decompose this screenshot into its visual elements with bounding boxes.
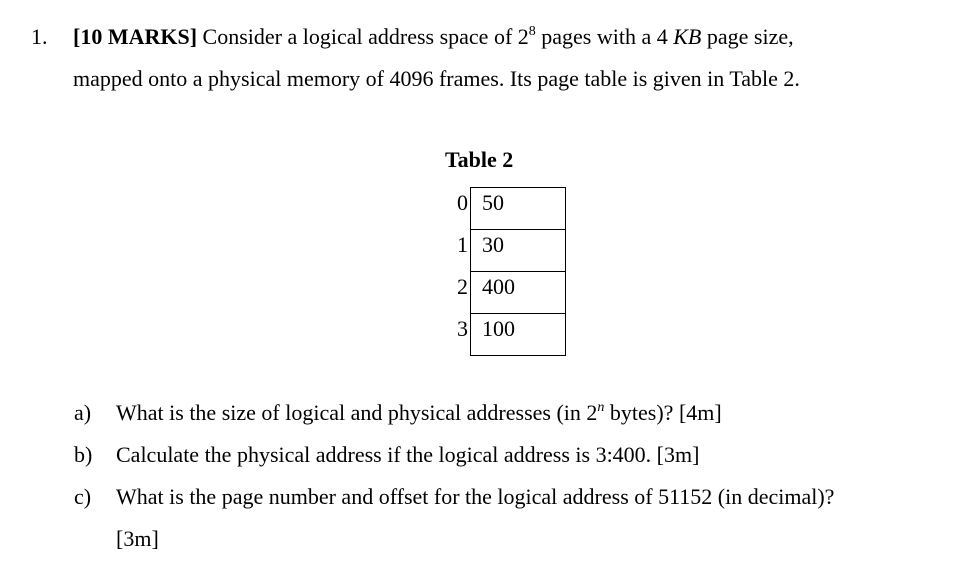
frame-value: 50 bbox=[482, 190, 504, 215]
frame-value: 400 bbox=[482, 274, 515, 299]
page-index: 0 bbox=[457, 190, 468, 215]
frame-cell bbox=[470, 187, 566, 229]
page-index: 1 bbox=[457, 232, 468, 257]
subquestion-label: c) bbox=[74, 484, 92, 509]
frame-value: 30 bbox=[482, 232, 504, 257]
subquestion-label: b) bbox=[74, 442, 93, 467]
intro-text-mid: pages with a 4 bbox=[535, 24, 674, 49]
exponent: 8 bbox=[528, 24, 536, 39]
exponent-n: n bbox=[597, 400, 605, 415]
subquestion-text: What is the page number and offset for the logical address of 51152 (in decimal)? bbox=[116, 484, 835, 509]
text-part: What is the size of logical and physical addresses (in 2 bbox=[116, 400, 598, 425]
table-title: Table 2 bbox=[445, 147, 514, 172]
subquestion-text bbox=[116, 398, 722, 432]
question-number: 1. bbox=[31, 24, 48, 49]
subquestion-text: Calculate the physical address if the logical address is 3:400. [3m] bbox=[116, 442, 700, 467]
frame-value: 100 bbox=[482, 316, 515, 341]
page-index: 3 bbox=[457, 316, 468, 341]
marks-label: [10 MARKS] bbox=[73, 24, 198, 49]
text-part: bytes)? [4m] bbox=[604, 400, 722, 425]
frame-cell bbox=[470, 271, 566, 313]
question-intro-line-1 bbox=[73, 22, 794, 56]
intro-text: Consider a logical address space of 2 bbox=[197, 24, 529, 49]
unit-kb: KB bbox=[673, 24, 702, 49]
question-intro-line-2: mapped onto a physical memory of 4096 frames. Its page table is given in Table 2. bbox=[73, 66, 800, 91]
subquestion-label: a) bbox=[74, 400, 92, 425]
frame-cell bbox=[470, 229, 566, 271]
frame-cell bbox=[470, 313, 566, 356]
subquestion-marks: [3m] bbox=[116, 526, 159, 551]
page-index: 2 bbox=[457, 274, 468, 299]
intro-text-end: page size, bbox=[701, 24, 794, 49]
